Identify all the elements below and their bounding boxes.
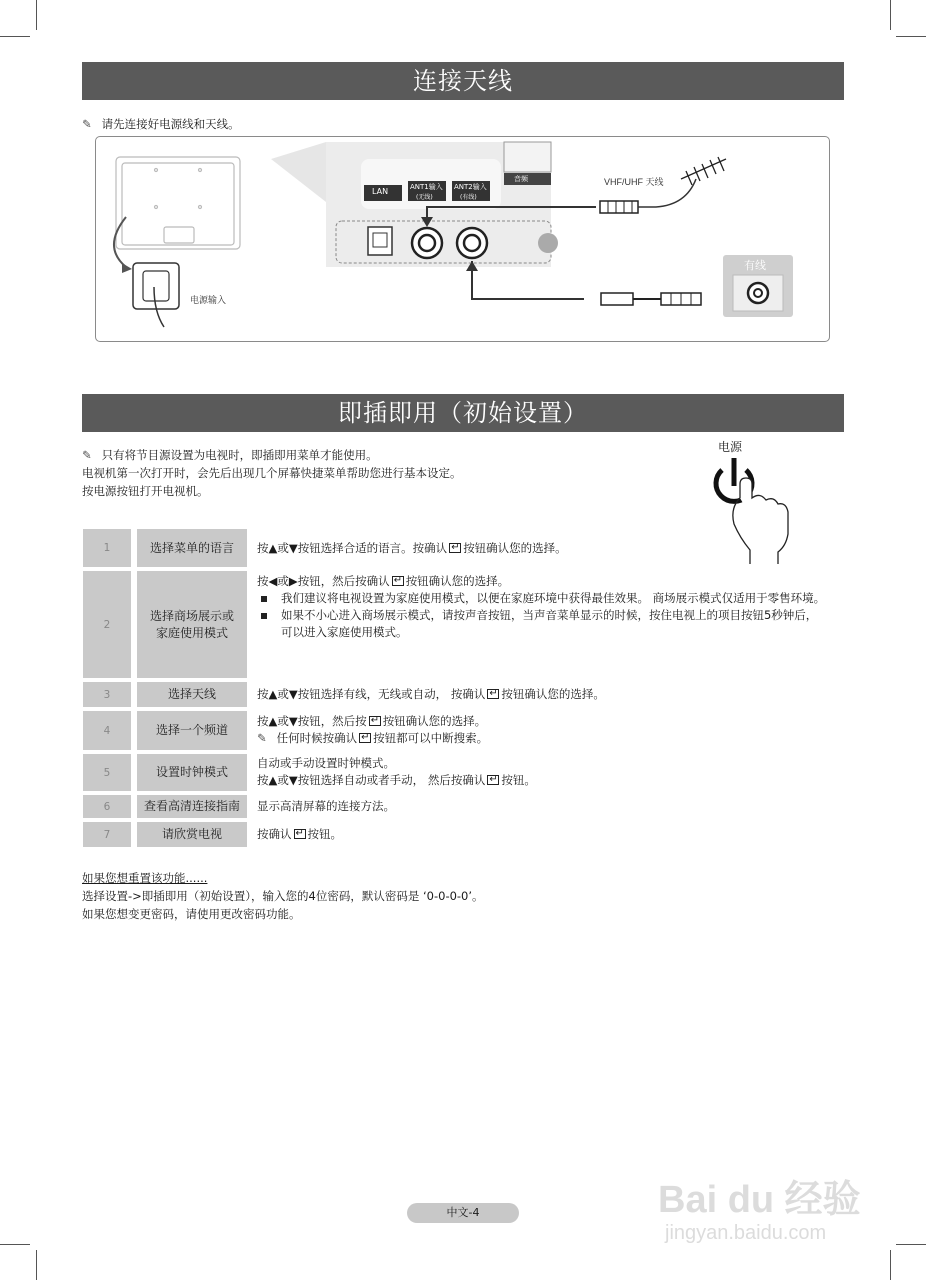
step-title: 选择菜单的语言 (137, 529, 247, 567)
enter-icon (359, 733, 371, 743)
crop-mark (896, 1244, 926, 1245)
ant1-port-label: ANT1输入 (410, 183, 443, 191)
enter-icon (294, 829, 306, 839)
step-row (83, 795, 823, 818)
step-number: 7 (83, 822, 131, 847)
page-number: 中文-4 (407, 1203, 519, 1223)
watermark-logo: Bai du 经验 (658, 1179, 861, 1221)
enter-icon (487, 775, 499, 785)
step-number: 4 (83, 711, 131, 750)
enter-icon (369, 716, 381, 726)
step-bullet: 如果不小心进入商场展示模式，请按声音按钮，当声音菜单显示的时候，按住电视上的项目按钮5秒钟后，可以进入家庭使用模式。 (257, 607, 827, 641)
step-row (83, 571, 826, 678)
step-description: 按▲或▼按钮，然后按↵ 按钮确认您的选择。 ✎ 任何时候按确认↵ 按钮都可以中断搜索。 (257, 713, 827, 747)
section-title-antenna: 连接天线 (82, 62, 844, 100)
crop-mark (0, 1244, 30, 1245)
crop-mark (0, 36, 30, 37)
step-bullet: 我们建议将电视设置为家庭使用模式，以便在家庭环境中获得最佳效果。 商场展示模式仅适用于零售环境。 (257, 590, 827, 607)
step-description: 按确认↵ 按钮。 (257, 826, 827, 843)
ant2-port-label: ANT2输入 (454, 183, 487, 191)
step-description: 按◀或▶按钮，然后按确认↵ 按钮确认您的选择。 我们建议将电视设置为家庭使用模式，以便在家庭环境中获得最佳效果。 商场展示模式仅适用于零售环境。 如果不小心进入商场展示模式，请按声音按钮，当声音菜单显示的时候，按住电视上的项目按钮5秒钟后，可以进入家庭使用模式。 (257, 573, 827, 641)
step-row (83, 682, 823, 707)
crop-mark (890, 1250, 891, 1280)
audio-port-label: 音频 (514, 175, 528, 183)
step-number: 6 (83, 795, 131, 818)
crop-mark (36, 1250, 37, 1280)
plug-play-intro-1: 电视机第一次打开时，会先后出现几个屏幕快捷菜单帮助您进行基本设定。 (82, 466, 462, 480)
lan-port-label: LAN (372, 187, 389, 196)
step-number: 5 (83, 754, 131, 791)
pencil-icon: ✎ (82, 117, 92, 131)
step-description: 自动或手动设置时钟模式。 按▲或▼按钮选择自动或者手动， 然后按确认↵ 按钮。 (257, 755, 827, 789)
diagram-graphics (96, 137, 830, 342)
reset-line-2: 如果您想变更密码，请使用更改密码功能。 (82, 907, 301, 921)
pencil-icon: ✎ (82, 448, 92, 462)
step-title: 选择天线 (137, 682, 247, 707)
section-title-plug-and-play: 即插即用（初始设置） (82, 394, 844, 432)
vhf-antenna-label: VHF/UHF 天线 (604, 177, 664, 187)
step-title: 选择一个频道 (137, 711, 247, 750)
wired-label: 有线 (744, 259, 766, 272)
crop-mark (36, 0, 37, 30)
ant1-port-sub: (无线) (416, 194, 433, 201)
power-input-label: 电源输入 (190, 296, 227, 306)
antenna-icon (681, 157, 726, 185)
step-row (83, 754, 823, 791)
step-row (83, 822, 823, 847)
enter-icon (487, 689, 499, 699)
enter-icon (392, 576, 404, 586)
step-description: 按▲或▼按钮选择合适的语言。按确认↵ 按钮确认您的选择。 (257, 540, 827, 557)
tv-back-illustration (116, 157, 240, 249)
step-row (83, 529, 823, 567)
step-number: 1 (83, 529, 131, 567)
watermark-url: jingyan.baidu.com (665, 1222, 827, 1244)
step-description: 显示高清屏幕的连接方法。 (257, 799, 395, 813)
step-number: 2 (83, 571, 131, 678)
step-title: 设置时钟模式 (137, 754, 247, 791)
reset-line-1: 选择设置->即插即用（初始设置），输入您的4位密码，默认密码是 ‘0-0-0-0’。 (82, 889, 484, 903)
enter-icon (449, 543, 461, 553)
antenna-note: ✎ 请先连接好电源线和天线。 (82, 117, 240, 131)
pencil-icon: ✎ (257, 731, 267, 745)
step-description: 按▲或▼按钮选择有线，无线或自动， 按确认↵ 按钮确认您的选择。 (257, 686, 827, 703)
plug-play-note: ✎ 只有将节目源设置为电视时，即插即用菜单才能使用。 (82, 448, 378, 462)
step-row (83, 711, 823, 750)
power-label: 电源 (718, 440, 743, 454)
plug-play-intro-2: 按电源按钮打开电视机。 (82, 484, 209, 498)
step-title: 选择商场展示或 家庭使用模式 (137, 571, 247, 678)
crop-mark (896, 36, 926, 37)
ant2-port-sub: (有线) (460, 194, 477, 201)
crop-mark (890, 0, 891, 30)
step-title: 查看高清连接指南 (137, 795, 247, 818)
antenna-connection-diagram (95, 136, 830, 342)
step-number: 3 (83, 682, 131, 707)
step-title: 请欣赏电视 (137, 822, 247, 847)
reset-heading: 如果您想重置该功能...... (82, 871, 208, 885)
